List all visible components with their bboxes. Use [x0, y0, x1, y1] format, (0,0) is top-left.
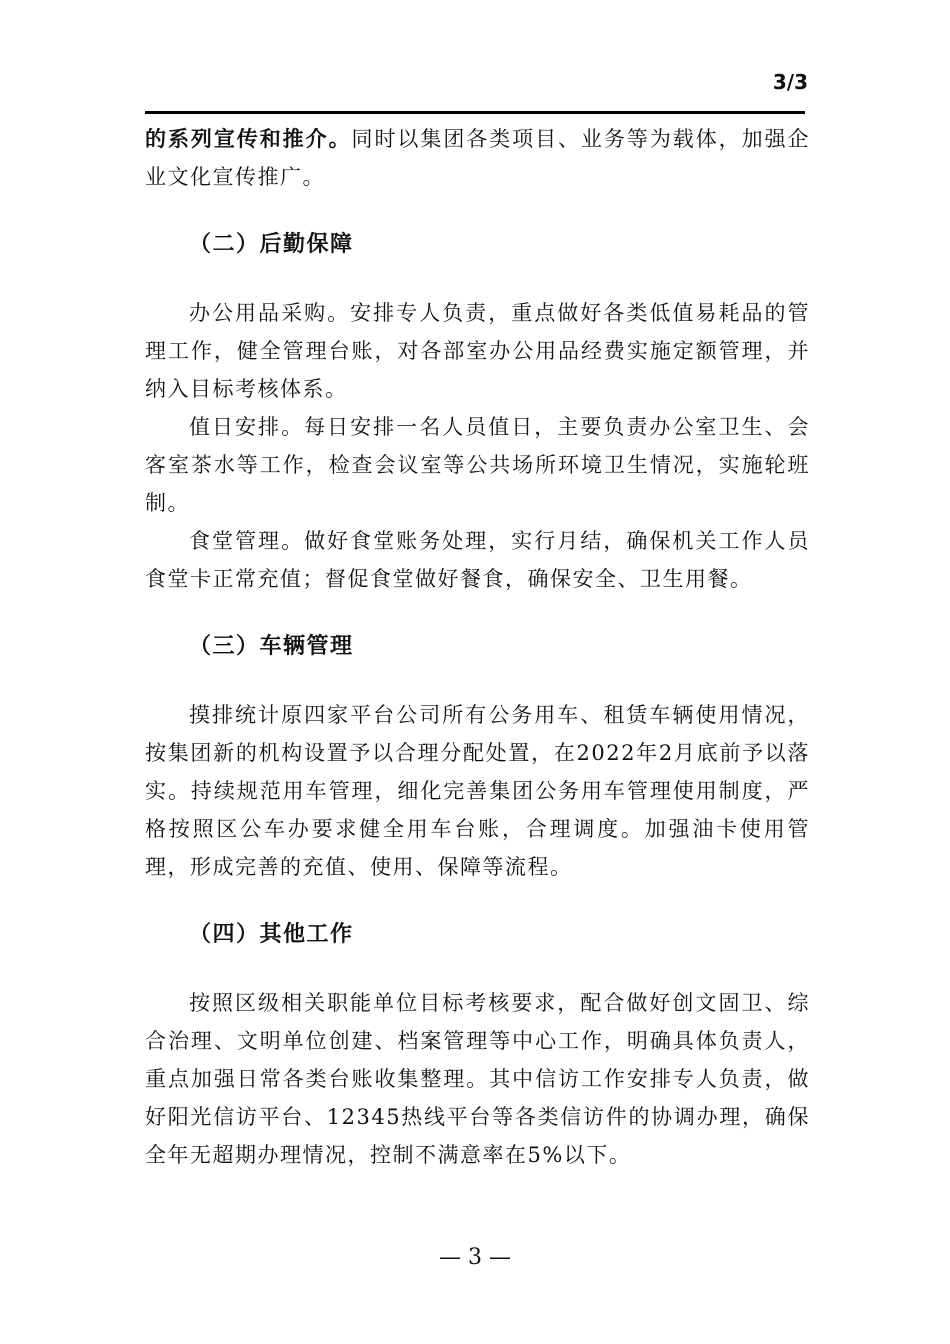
footer-page-number: — 3 —: [439, 1245, 511, 1270]
document-body: [145, 120, 810, 1174]
paragraph-vehicle-management: 摸排统计原四家平台公司所有公务用车、租赁车辆使用情况，按集团新的机构设置予以合理分配处置，在2022年2月底前予以落实。持续规范用车管理，细化完善集团公务用车管理使用制度，严格按照区公车办要求健全用车台账，合理调度。加强油卡使用管理，形成完善的充值、使用、保障等流程。: [145, 703, 810, 879]
bold-lead-text: 的系列宣传和推介。: [145, 126, 352, 151]
paragraph-other-work: 按照区级相关职能单位目标考核要求，配合做好创文固卫、综合治理、文明单位创建、档案管理等中心工作，明确具体负责人，重点加强日常各类台账收集整理。其中信访工作安排专人负责，做好阳光信访平台、12345热线平台等各类信访件的协调办理，确保全年无超期办理情况，控制不满意率在5%以下。: [145, 991, 810, 1167]
header-rule: [145, 111, 805, 114]
paragraph-continuation: [145, 120, 810, 196]
paragraph-canteen: 食堂管理。做好食堂账务处理，实行月结，确保机关工作人员食堂卡正常充值；督促食堂做好餐食，确保安全、卫生用餐。: [145, 529, 810, 591]
paragraph-office-supplies: 办公用品采购。安排专人负责，重点做好各类低值易耗品的管理工作，健全管理台账，对各部室办公用品经费实施定额管理，并纳入目标考核体系。: [145, 301, 810, 401]
section-heading-vehicles: （三）车辆管理: [189, 634, 354, 659]
paragraph-text: 同时以集团各类项目、业务等为载体，加强企业文化宣传推广。: [145, 127, 811, 189]
page-indicator: 3/3: [772, 70, 808, 94]
section-heading-other-work: （四）其他工作: [189, 922, 354, 947]
paragraph-duty-schedule: 值日安排。每日安排一名人员值日，主要负责办公室卫生、会客室茶水等工作，检查会议室等公共场所环境卫生情况，实施轮班制。: [145, 415, 810, 515]
section-heading-logistics: （二）后勤保障: [189, 232, 354, 257]
